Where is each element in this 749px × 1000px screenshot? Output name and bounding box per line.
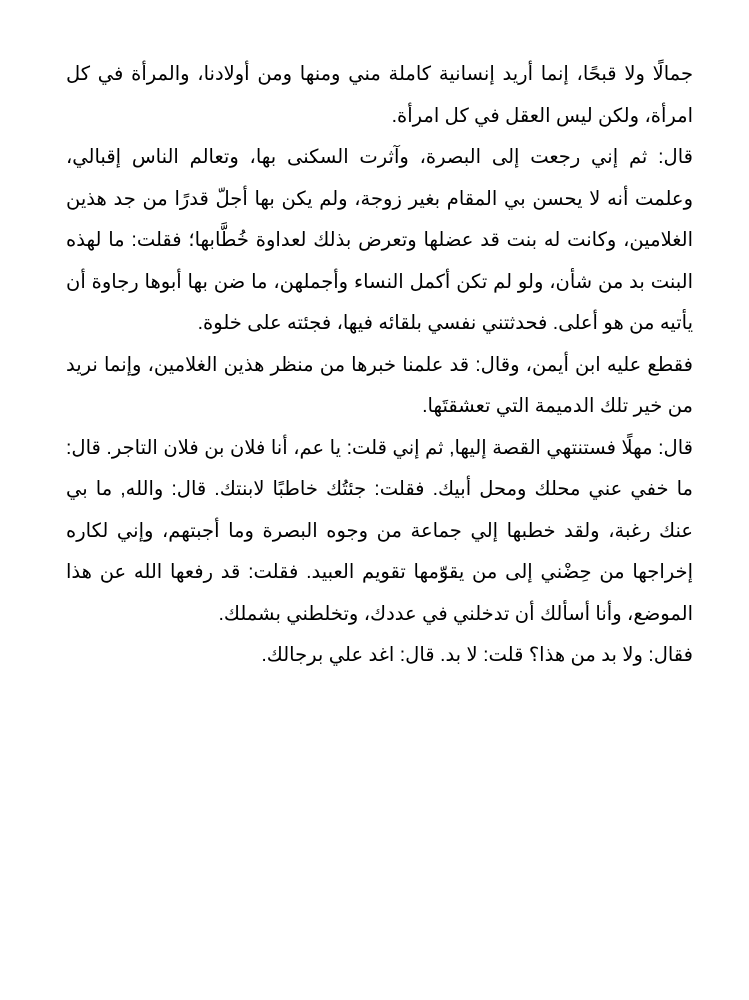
document-page xyxy=(66,54,693,1000)
paragraph-5: فقال: ولا بد من هذا؟ قلت: لا بد. قال: اغد علي برجالك. xyxy=(261,644,693,666)
paragraph-4: قال: مهلًا فستنتهي القصة إليها, ثم إني قلت: يا عم، أنا فلان بن فلان التاجر. قال: ما خفي عني محلك ومحل أبيك. فقلت: جئتُك خاطبًا لابنتك. قال: والله, ما بي عنك رغبة، ولقد خطبها إلي جماعة من وجوه البصرة وما أجبتهم، وإني لكاره إخراجها من حِضْني إلى من يقوّمها تقويم العبيد. فقلت: قد رفعها الله عن هذا الموضع، وأنا أسألك أن تدخلني في عددك، وتخلطني بشملك. xyxy=(66,436,694,625)
paragraph-2: قال: ثم إني رجعت إلى البصرة، وآثرت السكنى بها، وتعالم الناس إقبالي، وعلمت أنه لا يحسن بي المقام بغير زوجة، ولم يكن بها أجلّ قدرًا من جد هذين الغلامين، وكانت له بنت قد عضلها وتعرض بذلك لعداوة خُطَّابها؛ فقلت: ما لهذه البنت بد من شأن، ولو لم تكن أكمل النساء وأجملهن، ما ضن بها أبوها رجاوة أن يأتيه من هو أعلى. فحدثتني نفسي بلقائه فيها، فجئته على خلوة. xyxy=(66,146,693,334)
paragraph-1: جمالًا ولا قبحًا، إنما أريد إنسانية كاملة مني ومنها ومن أولادنا، والمرأة في كل امرأة، ولكن ليس العقل في كل امرأة. xyxy=(66,63,693,127)
paragraph-3: فقطع عليه ابن أيمن، وقال: قد علمنا خبرها من منظر هذين الغلامين، وإنما نريد من خير تلك الدميمة التي تعشقتَها. xyxy=(66,353,693,417)
